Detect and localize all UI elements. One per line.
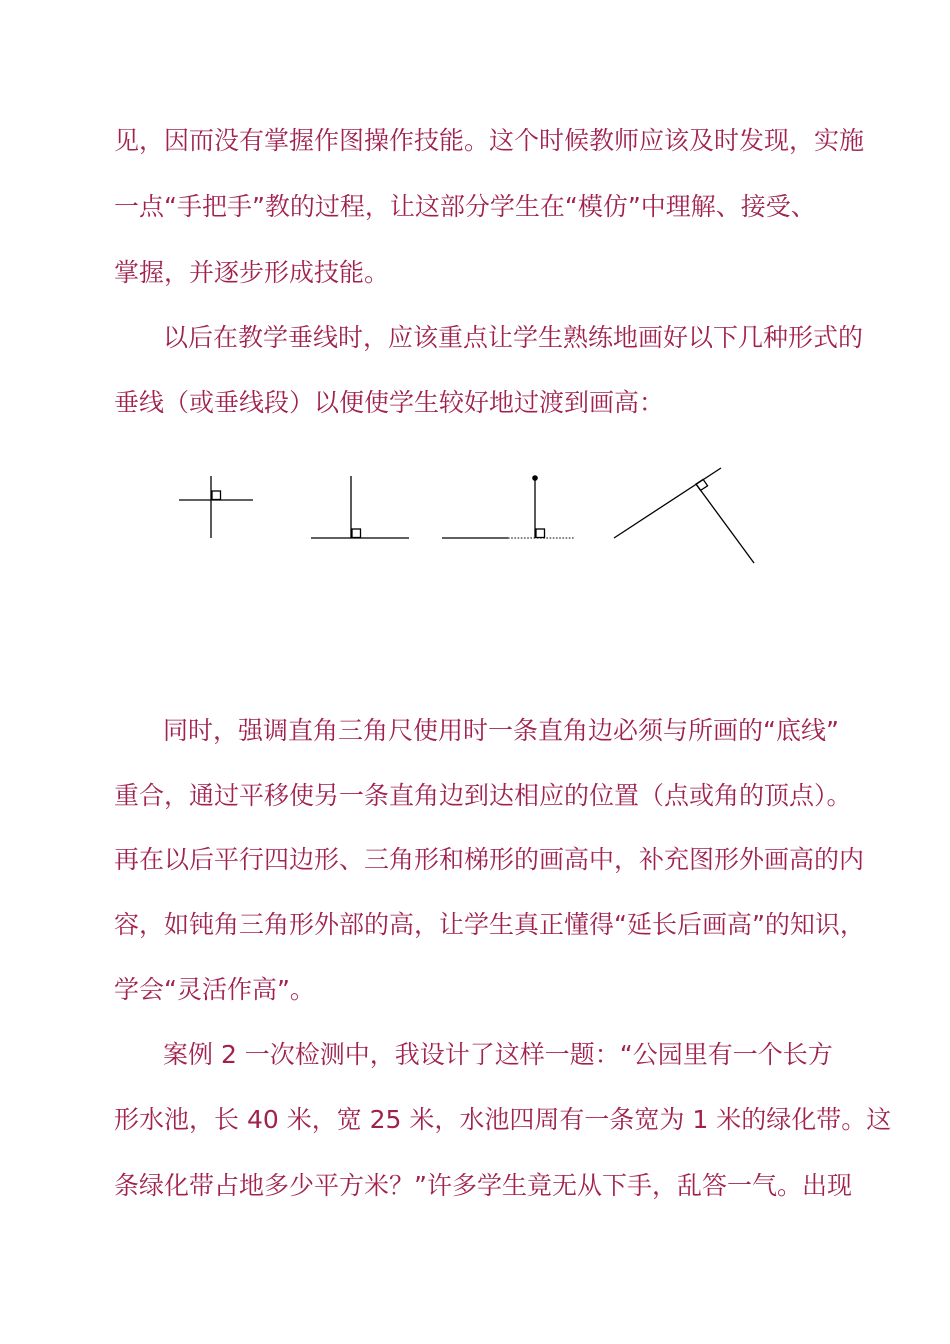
paragraph1-line1: 见，因而没有掌握作图操作技能。这个时候教师应该及时发现，实施: [114, 126, 865, 155]
paragraph2-line2: 垂线（或垂线段）以便使学生较好地过渡到画高：: [114, 388, 665, 417]
figure-oblique-perpendicular: [614, 468, 754, 563]
figure-cross-perpendicular: [179, 476, 253, 538]
paragraph3-line5: 学会“灵活作高”。: [114, 975, 315, 1004]
paragraph4-line1: 案例 2 一次检测中，我设计了这样一题：“公园里有一个长方: [163, 1040, 833, 1069]
figure-point-perpendicular-segment: [442, 475, 575, 538]
paragraph4-line3: 条绿化带占地多少平方米？”许多学生竟无从下手，乱答一气。出现: [114, 1171, 852, 1200]
paragraph3-line4: 容，如钝角三角形外部的高，让学生真正懂得“延长后画高”的知识，: [114, 910, 865, 939]
paragraph3-line3: 再在以后平行四边形、三角形和梯形的画高中，补充图形外画高的内: [114, 845, 865, 874]
paragraph3-line1: 同时，强调直角三角尺使用时一条直角边必须与所画的“底线”: [163, 716, 839, 745]
paragraph2-line1: 以后在教学垂线时，应该重点让学生熟练地画好以下几种形式的: [163, 323, 864, 352]
figure-l-perpendicular: [311, 476, 409, 538]
paragraph1-line3: 掌握，并逐步形成技能。: [114, 258, 390, 287]
perpendicular-figures: [0, 455, 950, 585]
paragraph3-line2: 重合，通过平移使另一条直角边到达相应的位置（点或角的顶点）。: [114, 781, 852, 810]
paragraph1-line2: 一点“手把手”教的过程，让这部分学生在“模仿”中理解、接受、: [114, 192, 816, 221]
paragraph4-line2: 形水池，长 40 米，宽 25 米，水池四周有一条宽为 1 米的绿化带。这: [114, 1105, 892, 1134]
